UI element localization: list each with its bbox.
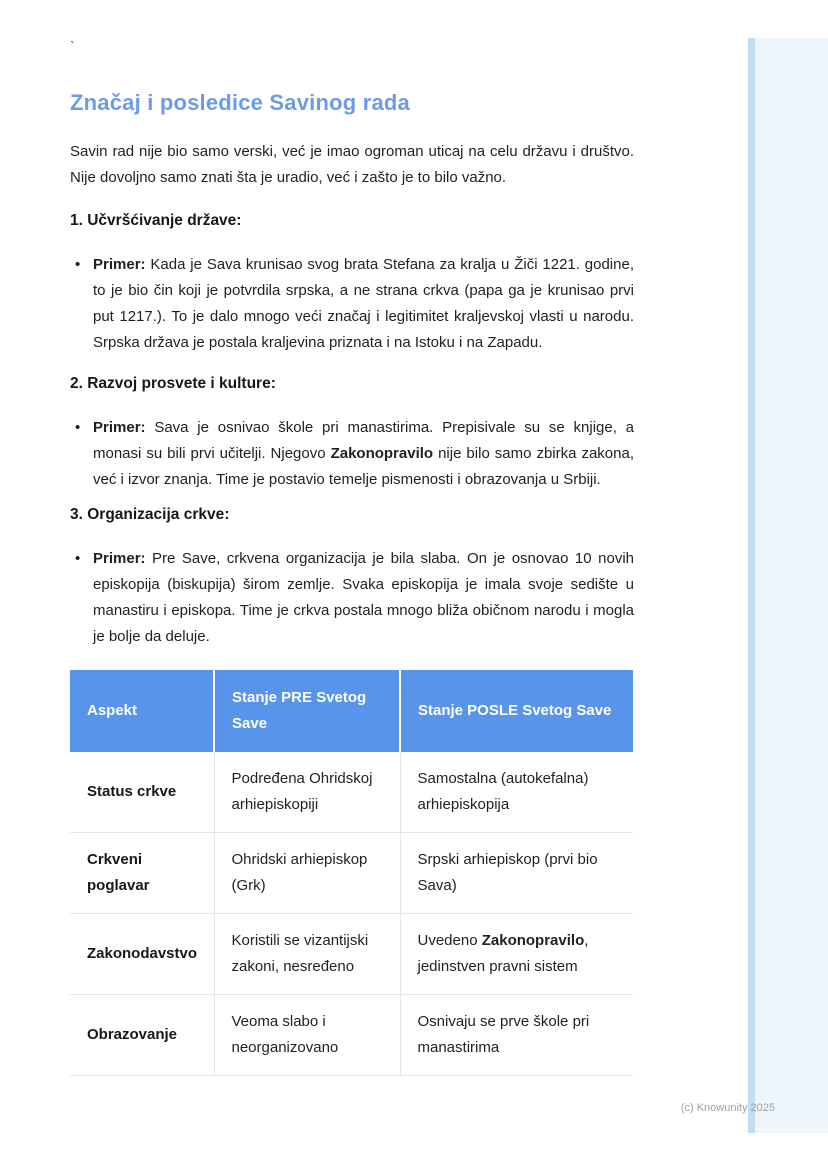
table-row — [70, 752, 633, 833]
bullet-text-1: Primer: Kada je Sava krunisao svog brata Stefana za kralja u Žiči 1221. godine, to je bio čin koji je potvrdila srpska, a ne strana crkva (papa ga je krunisao prvi put 1217.). To je dalo mnogo veći značaj i legitimitet kraljevskoj vlasti u narodu. Srpska država je postala kraljevina priznata i na Istoku i na Zapadu. — [93, 256, 634, 352]
bullet-item-2 — [70, 415, 634, 493]
cell-pre: Veoma slabo i neorganizovano — [214, 995, 400, 1076]
table-header-aspekt: Aspekt — [70, 670, 214, 752]
page-title: Značaj i posledice Savinog rada — [70, 90, 410, 115]
row-label: Obrazovanje — [70, 995, 214, 1076]
section-heading-2: 2. Razvoj prosvete i kulture: — [70, 375, 276, 393]
bullet-marker: • — [75, 256, 81, 274]
bullet-text-2: Primer: Sava je osnivao škole pri manastirima. Prepisivale su se knjige, a monasi su bili prvi učitelji. Njegovo Zakonopravilo nije bilo samo zbirka zakona, već i izvor znanja. Time je postavio temelje pismenosti i obrazovanja u Srbiji. — [93, 419, 634, 489]
cell-pre: Ohridski arhiepiskop (Grk) — [214, 833, 400, 914]
row-label: Status crkve — [70, 752, 214, 833]
cell-posle: Uvedeno Zakonopravilo, jedinstven pravni sistem — [400, 914, 633, 995]
page-margin-area — [755, 38, 828, 1133]
row-label: Crkveni poglavar — [70, 833, 214, 914]
bullet-item-3 — [70, 546, 634, 650]
table-header-pre: Stanje PRE Svetog Save — [214, 670, 400, 752]
article-content — [70, 0, 634, 1076]
table-header-posle: Stanje POSLE Svetog Save — [400, 670, 633, 752]
stray-backtick: ` — [70, 38, 75, 54]
cell-posle: Osnivaju se prve škole pri manastirima — [400, 995, 633, 1076]
page-edge-line — [748, 38, 755, 1133]
table-row — [70, 995, 633, 1076]
bullet-item-1 — [70, 252, 634, 356]
watermark-text: (c) Knowunity 2025 — [680, 1102, 775, 1114]
cell-pre: Podređena Ohridskoj arhiepiskopiji — [214, 752, 400, 833]
table-header-row — [70, 670, 633, 752]
comparison-table — [70, 670, 633, 1076]
bullet-text-3: Primer: Pre Save, crkvena organizacija je bila slaba. On je osnovao 10 novih episkopija (biskupija) širom zemlje. Svaka episkopija je imala svoje sedište u manastiru i episkopa. Time je crkva postala mnogo bliža običnom narodu i mogla je bolje da deluje. — [93, 550, 634, 646]
cell-pre: Koristili se vizantijski zakoni, nesređeno — [214, 914, 400, 995]
table-row — [70, 833, 633, 914]
section-heading-1: 1. Učvršćivanje države: — [70, 212, 242, 230]
bullet-marker: • — [75, 419, 81, 437]
bullet-marker: • — [75, 550, 81, 568]
section-heading-3: 3. Organizacija crkve: — [70, 506, 230, 524]
intro-paragraph: Savin rad nije bio samo verski, već je imao ogroman uticaj na celu državu i društvo. Nije dovoljno samo znati šta je uradio, već i zašto je to bilo važno. — [70, 143, 634, 187]
cell-posle: Srpski arhiepiskop (prvi bio Sava) — [400, 833, 633, 914]
cell-posle: Samostalna (autokefalna) arhiepiskopija — [400, 752, 633, 833]
table-row — [70, 914, 633, 995]
row-label: Zakonodavstvo — [70, 914, 214, 995]
